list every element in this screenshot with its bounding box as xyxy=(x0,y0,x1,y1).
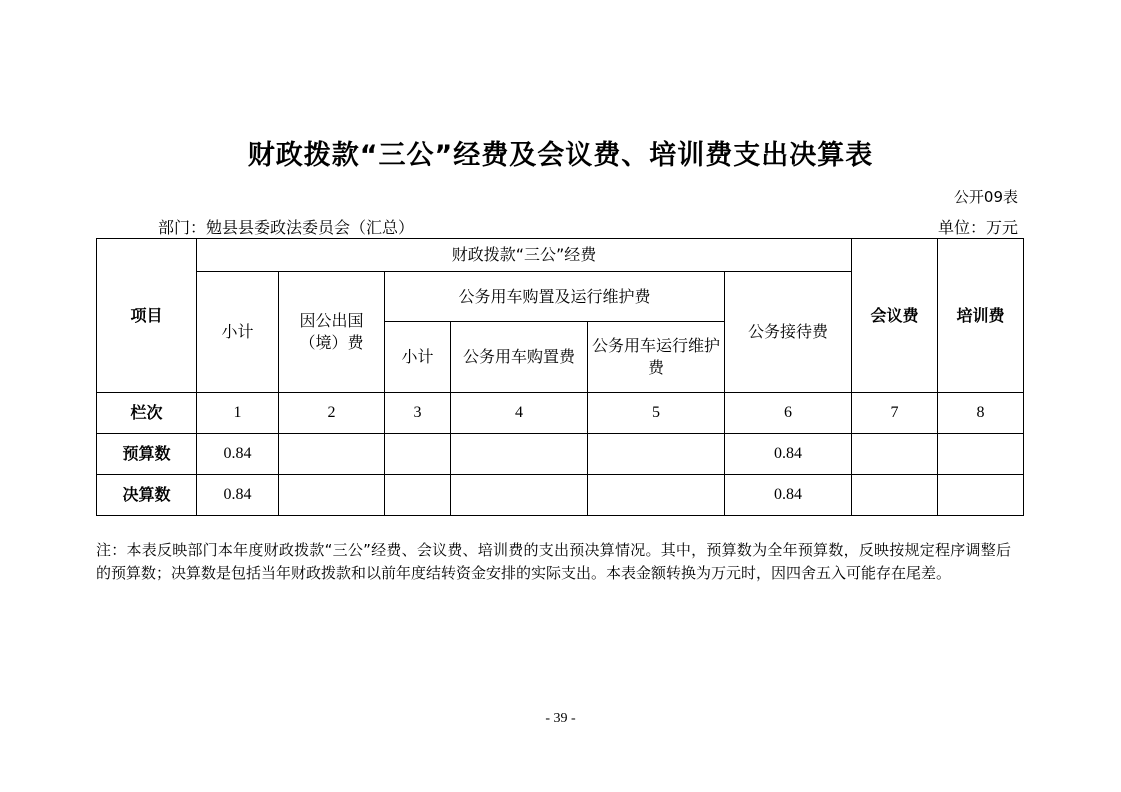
header-training: 培训费 xyxy=(938,239,1024,393)
col-index: 4 xyxy=(451,393,588,434)
cell-vehicle-subtotal xyxy=(385,475,451,516)
cell-abroad xyxy=(279,475,385,516)
form-number: 公开09表 xyxy=(953,188,1018,206)
col-index: 5 xyxy=(588,393,725,434)
row-label: 预算数 xyxy=(97,434,197,475)
header-abroad: 因公出国（境）费 xyxy=(279,272,385,393)
col-index: 8 xyxy=(938,393,1024,434)
cell-training xyxy=(938,434,1024,475)
cell-reception: 0.84 xyxy=(725,475,852,516)
table-row-final xyxy=(97,475,1024,516)
cell-reception: 0.84 xyxy=(725,434,852,475)
header-sangong-group: 财政拨款“三公”经费 xyxy=(197,239,852,272)
cell-subtotal: 0.84 xyxy=(197,475,279,516)
header-item: 项目 xyxy=(97,239,197,393)
cell-meeting xyxy=(852,475,938,516)
col-index: 6 xyxy=(725,393,852,434)
header-vehicle-operation: 公务用车运行维护费 xyxy=(588,322,725,393)
page-title: 财政拨款“三公”经费及会议费、培训费支出决算表 xyxy=(247,140,874,171)
cell-vehicle-operation xyxy=(588,434,725,475)
cell-vehicle-purchase xyxy=(451,475,588,516)
cell-vehicle-operation xyxy=(588,475,725,516)
row-label: 决算数 xyxy=(97,475,197,516)
header-meeting: 会议费 xyxy=(852,239,938,393)
cell-abroad xyxy=(279,434,385,475)
header-vehicle-purchase: 公务用车购置费 xyxy=(451,322,588,393)
header-vehicle-subtotal: 小计 xyxy=(385,322,451,393)
department-label: 部门：勉县县委政法委员会（汇总） xyxy=(158,218,415,237)
col-index: 2 xyxy=(279,393,385,434)
expenditure-table xyxy=(96,238,1024,516)
cell-subtotal: 0.84 xyxy=(197,434,279,475)
header-reception: 公务接待费 xyxy=(725,272,852,393)
col-index: 7 xyxy=(852,393,938,434)
row-index-label: 栏次 xyxy=(97,393,197,434)
header-vehicle-group: 公务用车购置及运行维护费 xyxy=(385,272,725,322)
col-index: 1 xyxy=(197,393,279,434)
table-row-budget xyxy=(97,434,1024,475)
cell-vehicle-subtotal xyxy=(385,434,451,475)
unit-label: 单位：万元 xyxy=(937,218,1018,237)
page-number: - 39 - xyxy=(545,711,576,726)
cell-training xyxy=(938,475,1024,516)
cell-meeting xyxy=(852,434,938,475)
footnote: 注：本表反映部门本年度财政拨款“三公”经费、会议费、培训费的支出预决算情况。其中，预算数为全年预算数，反映按规定程序调整后的预算数；决算数是包括当年财政拨款和以前年度结转资金安排的实际支出。本表金额转换为万元时，因四舍五入可能存在尾差。 xyxy=(96,541,1011,582)
header-subtotal: 小计 xyxy=(197,272,279,393)
col-index: 3 xyxy=(385,393,451,434)
cell-vehicle-purchase xyxy=(451,434,588,475)
